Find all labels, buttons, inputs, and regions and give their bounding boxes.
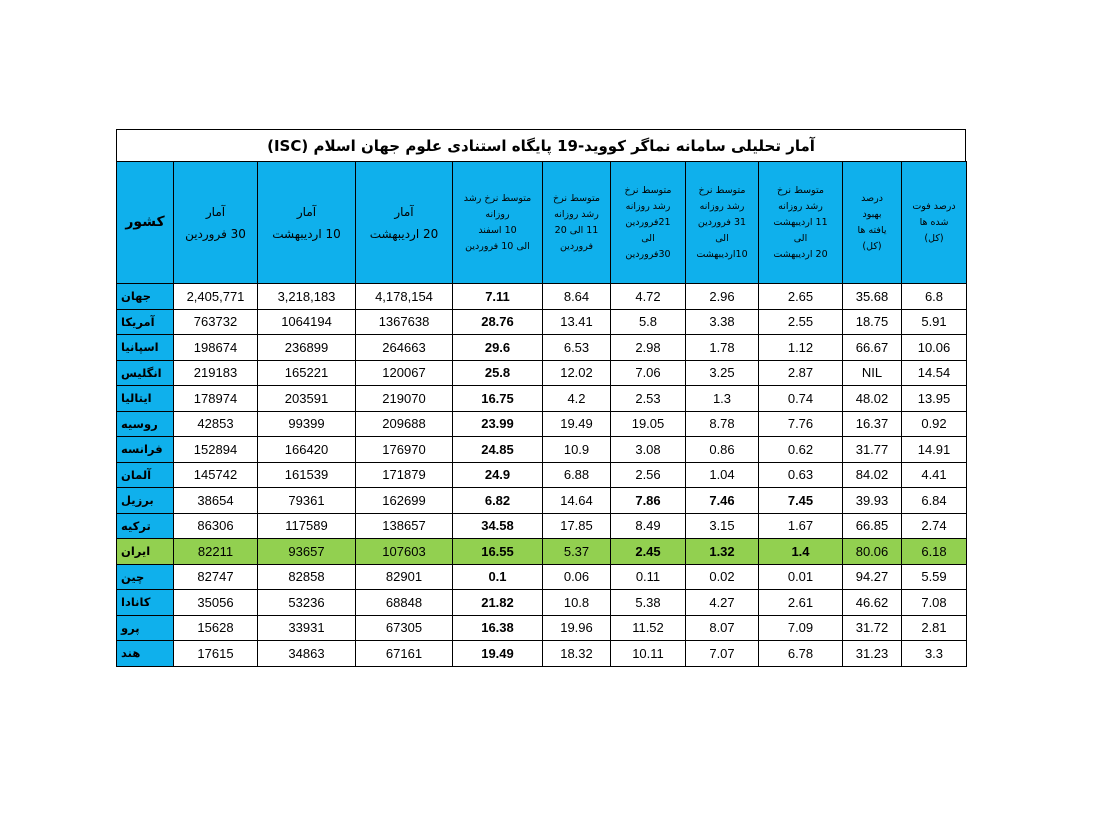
value-cell: 3.25 (686, 360, 759, 386)
value-cell: 23.99 (453, 411, 543, 437)
value-cell: 2.55 (759, 309, 843, 335)
value-cell: 2.87 (759, 360, 843, 386)
value-cell: 7.45 (759, 488, 843, 514)
value-cell: 176970 (356, 437, 453, 463)
value-cell: 4.2 (543, 386, 611, 412)
value-cell: 198674 (174, 335, 258, 361)
value-cell: 152894 (174, 437, 258, 463)
value-cell: 14.91 (902, 437, 967, 463)
table-row (117, 564, 967, 590)
country-cell: ترکیه (117, 513, 174, 539)
value-cell: 93657 (258, 539, 356, 565)
value-cell: 264663 (356, 335, 453, 361)
value-cell: 67161 (356, 641, 453, 667)
value-cell: 13.41 (543, 309, 611, 335)
value-cell: 117589 (258, 513, 356, 539)
value-cell: 42853 (174, 411, 258, 437)
value-cell: 53236 (258, 590, 356, 616)
value-cell: 7.11 (453, 284, 543, 310)
value-cell: 0.06 (543, 564, 611, 590)
value-cell: 28.76 (453, 309, 543, 335)
stats-table (116, 161, 967, 667)
value-cell: 84.02 (843, 462, 902, 488)
header-stat-20-ordibehesht: آمار 20 اردیبهشت (356, 162, 453, 284)
value-cell: 19.49 (453, 641, 543, 667)
value-cell: 15628 (174, 615, 258, 641)
value-cell: 19.49 (543, 411, 611, 437)
header-growth-11-20-farvardin: متوسط نرخ رشد روزانه 11 الی 20 فروردین (543, 162, 611, 284)
value-cell: 763732 (174, 309, 258, 335)
table-row (117, 386, 967, 412)
table-row (117, 437, 967, 463)
value-cell: 31.77 (843, 437, 902, 463)
value-cell: 7.76 (759, 411, 843, 437)
value-cell: 3.08 (611, 437, 686, 463)
value-cell: 2.45 (611, 539, 686, 565)
value-cell: 3,218,183 (258, 284, 356, 310)
value-cell: 162699 (356, 488, 453, 514)
value-cell: 0.02 (686, 564, 759, 590)
value-cell: 99399 (258, 411, 356, 437)
value-cell: 6.84 (902, 488, 967, 514)
value-cell: 4.27 (686, 590, 759, 616)
value-cell: 1.04 (686, 462, 759, 488)
country-cell: انگلیس (117, 360, 174, 386)
table-row (117, 411, 967, 437)
value-cell: 178974 (174, 386, 258, 412)
value-cell: 1.12 (759, 335, 843, 361)
value-cell: 39.93 (843, 488, 902, 514)
value-cell: 68848 (356, 590, 453, 616)
table-row (117, 462, 967, 488)
value-cell: 1.78 (686, 335, 759, 361)
value-cell: 236899 (258, 335, 356, 361)
value-cell: 5.38 (611, 590, 686, 616)
value-cell: 8.49 (611, 513, 686, 539)
value-cell: 1.67 (759, 513, 843, 539)
country-cell: آلمان (117, 462, 174, 488)
value-cell: 18.75 (843, 309, 902, 335)
value-cell: 7.08 (902, 590, 967, 616)
country-cell: اسپانیا (117, 335, 174, 361)
value-cell: 2.53 (611, 386, 686, 412)
value-cell: 16.75 (453, 386, 543, 412)
value-cell: NIL (843, 360, 902, 386)
value-cell: 31.23 (843, 641, 902, 667)
value-cell: 161539 (258, 462, 356, 488)
value-cell: 7.09 (759, 615, 843, 641)
value-cell: 19.96 (543, 615, 611, 641)
value-cell: 6.53 (543, 335, 611, 361)
value-cell: 2.74 (902, 513, 967, 539)
value-cell: 0.1 (453, 564, 543, 590)
table-row (117, 590, 967, 616)
value-cell: 86306 (174, 513, 258, 539)
value-cell: 31.72 (843, 615, 902, 641)
value-cell: 203591 (258, 386, 356, 412)
value-cell: 16.55 (453, 539, 543, 565)
value-cell: 2.56 (611, 462, 686, 488)
value-cell: 7.06 (611, 360, 686, 386)
value-cell: 1.4 (759, 539, 843, 565)
table-row (117, 335, 967, 361)
value-cell: 6.82 (453, 488, 543, 514)
value-cell: 0.62 (759, 437, 843, 463)
value-cell: 80.06 (843, 539, 902, 565)
value-cell: 171879 (356, 462, 453, 488)
value-cell: 145742 (174, 462, 258, 488)
value-cell: 82747 (174, 564, 258, 590)
value-cell: 1.3 (686, 386, 759, 412)
value-cell: 5.59 (902, 564, 967, 590)
value-cell: 29.6 (453, 335, 543, 361)
header-stat-10-ordibehesht: آمار 10 اردیبهشت (258, 162, 356, 284)
value-cell: 5.37 (543, 539, 611, 565)
value-cell: 219070 (356, 386, 453, 412)
value-cell: 5.8 (611, 309, 686, 335)
value-cell: 2.81 (902, 615, 967, 641)
value-cell: 24.9 (453, 462, 543, 488)
country-cell: چین (117, 564, 174, 590)
value-cell: 67305 (356, 615, 453, 641)
value-cell: 0.86 (686, 437, 759, 463)
value-cell: 0.01 (759, 564, 843, 590)
value-cell: 0.63 (759, 462, 843, 488)
value-cell: 10.11 (611, 641, 686, 667)
value-cell: 16.37 (843, 411, 902, 437)
country-cell: پرو (117, 615, 174, 641)
value-cell: 6.78 (759, 641, 843, 667)
table-row (117, 513, 967, 539)
header-growth-31-farvardin-10-ordibehesht: متوسط نرخ رشد روزانه 31 فروردین الی 10اردیبهشت (686, 162, 759, 284)
value-cell: 4.72 (611, 284, 686, 310)
value-cell: 66.67 (843, 335, 902, 361)
value-cell: 7.86 (611, 488, 686, 514)
stats-sheet (116, 129, 966, 667)
value-cell: 7.07 (686, 641, 759, 667)
value-cell: 48.02 (843, 386, 902, 412)
country-cell: روسیه (117, 411, 174, 437)
value-cell: 13.95 (902, 386, 967, 412)
country-cell: فرانسه (117, 437, 174, 463)
value-cell: 0.11 (611, 564, 686, 590)
value-cell: 17.85 (543, 513, 611, 539)
value-cell: 219183 (174, 360, 258, 386)
value-cell: 16.38 (453, 615, 543, 641)
header-growth-11-20-ordibehesht: متوسط نرخ رشد روزانه 11 اردیبهشت الی 20 اردیبهشت (759, 162, 843, 284)
value-cell: 3.38 (686, 309, 759, 335)
table-title: آمار تحلیلی سامانه نماگر کووید-19 پایگاه استنادی علوم جهان اسلام (ISC) (116, 129, 966, 161)
value-cell: 2.61 (759, 590, 843, 616)
value-cell: 17615 (174, 641, 258, 667)
value-cell: 14.64 (543, 488, 611, 514)
value-cell: 4.41 (902, 462, 967, 488)
table-row (117, 488, 967, 514)
value-cell: 138657 (356, 513, 453, 539)
value-cell: 166420 (258, 437, 356, 463)
table-row (117, 309, 967, 335)
value-cell: 209688 (356, 411, 453, 437)
value-cell: 66.85 (843, 513, 902, 539)
value-cell: 12.02 (543, 360, 611, 386)
table-body (117, 284, 967, 667)
country-cell: هند (117, 641, 174, 667)
value-cell: 79361 (258, 488, 356, 514)
value-cell: 4,178,154 (356, 284, 453, 310)
value-cell: 94.27 (843, 564, 902, 590)
header-growth-esfand-farvardin: متوسط نرخ رشد روزانه 10 اسفند الی 10 فروردین (453, 162, 543, 284)
value-cell: 165221 (258, 360, 356, 386)
value-cell: 14.54 (902, 360, 967, 386)
value-cell: 120067 (356, 360, 453, 386)
value-cell: 10.8 (543, 590, 611, 616)
header-growth-21-30-farvardin: متوسط نرخ رشد روزانه 21فروردین الی 30فروردین (611, 162, 686, 284)
table-row-highlighted (117, 539, 967, 565)
value-cell: 34.58 (453, 513, 543, 539)
country-cell: کانادا (117, 590, 174, 616)
value-cell: 7.46 (686, 488, 759, 514)
value-cell: 11.52 (611, 615, 686, 641)
value-cell: 0.74 (759, 386, 843, 412)
value-cell: 8.07 (686, 615, 759, 641)
value-cell: 10.9 (543, 437, 611, 463)
table-row (117, 641, 967, 667)
table-row (117, 284, 967, 310)
value-cell: 2.98 (611, 335, 686, 361)
value-cell: 38654 (174, 488, 258, 514)
value-cell: 0.92 (902, 411, 967, 437)
value-cell: 82211 (174, 539, 258, 565)
value-cell: 107603 (356, 539, 453, 565)
value-cell: 24.85 (453, 437, 543, 463)
header-stat-30-farvardin: آمار 30 فروردین (174, 162, 258, 284)
value-cell: 25.8 (453, 360, 543, 386)
header-death-percent: درصد فوت شده ها (کل) (902, 162, 967, 284)
value-cell: 2,405,771 (174, 284, 258, 310)
value-cell: 19.05 (611, 411, 686, 437)
value-cell: 5.91 (902, 309, 967, 335)
value-cell: 6.8 (902, 284, 967, 310)
value-cell: 46.62 (843, 590, 902, 616)
value-cell: 1367638 (356, 309, 453, 335)
value-cell: 34863 (258, 641, 356, 667)
value-cell: 6.88 (543, 462, 611, 488)
country-cell: برزیل (117, 488, 174, 514)
value-cell: 21.82 (453, 590, 543, 616)
value-cell: 35056 (174, 590, 258, 616)
value-cell: 35.68 (843, 284, 902, 310)
value-cell: 1064194 (258, 309, 356, 335)
value-cell: 82858 (258, 564, 356, 590)
value-cell: 3.3 (902, 641, 967, 667)
value-cell: 18.32 (543, 641, 611, 667)
country-cell: آمریکا (117, 309, 174, 335)
value-cell: 8.78 (686, 411, 759, 437)
value-cell: 10.06 (902, 335, 967, 361)
table-row (117, 615, 967, 641)
value-cell: 1.32 (686, 539, 759, 565)
value-cell: 6.18 (902, 539, 967, 565)
value-cell: 8.64 (543, 284, 611, 310)
header-country: کشور (117, 162, 174, 284)
value-cell: 2.96 (686, 284, 759, 310)
value-cell: 3.15 (686, 513, 759, 539)
country-cell: ایران (117, 539, 174, 565)
value-cell: 2.65 (759, 284, 843, 310)
country-cell: جهان (117, 284, 174, 310)
table-row (117, 360, 967, 386)
value-cell: 82901 (356, 564, 453, 590)
header-row (117, 162, 967, 284)
header-recovered-percent: درصد بهبود یافته ها (کل) (843, 162, 902, 284)
value-cell: 33931 (258, 615, 356, 641)
country-cell: ایتالیا (117, 386, 174, 412)
